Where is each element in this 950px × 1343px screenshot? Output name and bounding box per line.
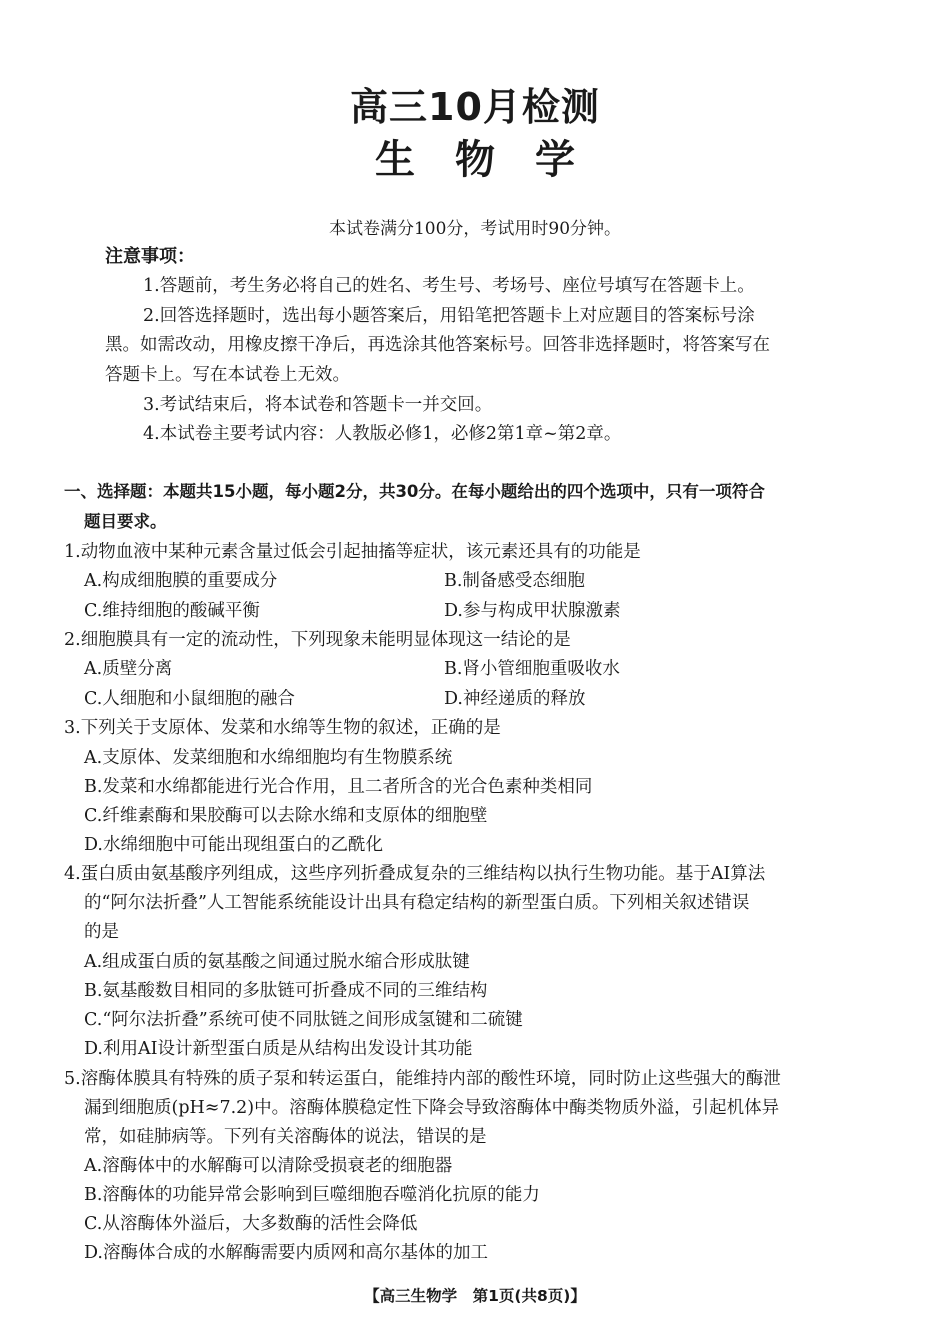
- question-5-stem-line-2: 漏到细胞质(pH≈7.2)中。溶酶体膜稳定性下降会导致溶酶体中酶类物质外溢，引起机体异: [84, 1098, 780, 1118]
- question-4-option-b: B.氨基酸数目相同的多肽链可折叠成不同的三维结构: [84, 981, 488, 1001]
- question-3-option-b: B.发菜和水绵都能进行光合作用，且二者所含的光合色素种类相同: [84, 777, 593, 797]
- question-2-option-c: C.人细胞和小鼠细胞的融合: [84, 689, 295, 709]
- notes-item-3: 3.考试结束后，将本试卷和答题卡一并交回。: [143, 395, 493, 415]
- question-4-option-c: C.“阿尔法折叠”系统可使不同肽链之间形成氢键和二硫键: [84, 1010, 523, 1030]
- question-2-option-a: A.质壁分离: [84, 659, 173, 679]
- question-5-stem-line-3: 常，如硅肺病等。下列有关溶酶体的说法，错误的是: [84, 1127, 487, 1147]
- question-1-option-c: C.维持细胞的酸碱平衡: [84, 601, 260, 621]
- question-5-option-c: C.从溶酶体外溢后，大多数酶的活性会降低: [84, 1214, 418, 1234]
- question-4-stem-line-3: 的是: [84, 922, 119, 942]
- question-5-option-d: D.溶酶体合成的水解酶需要内质网和高尔基体的加工: [84, 1243, 488, 1263]
- question-1-option-b: B.制备感受态细胞: [444, 571, 585, 591]
- question-5-stem-line-1: 5.溶酶体膜具有特殊的质子泵和转运蛋白，能维持内部的酸性环境，同时防止这些强大的酶泄: [64, 1069, 781, 1089]
- question-4-option-a: A.组成蛋白质的氨基酸之间通过脱水缩合形成肽键: [84, 952, 470, 972]
- question-3-option-c: C.纤维素酶和果胶酶可以去除水绵和支原体的细胞壁: [84, 806, 488, 826]
- question-3-option-a: A.支原体、发菜细胞和水绵细胞均有生物膜系统: [84, 748, 453, 768]
- question-1-stem: 1.动物血液中某种元素含量过低会引起抽搐等症状，该元素还具有的功能是: [64, 542, 641, 562]
- question-4-stem-line-1: 4.蛋白质由氨基酸序列组成，这些序列折叠成复杂的三维结构以执行生物功能。基于AI算法: [64, 864, 766, 884]
- notes-heading: 注意事项：: [105, 246, 195, 267]
- notes-item-2-cont: 黑。如需改动，用橡皮擦干净后，再选涂其他答案标号。回答非选择题时，将答案写在: [105, 335, 770, 355]
- question-4-option-d: D.利用AI设计新型蛋白质是从结构出发设计其功能: [84, 1039, 473, 1059]
- question-1-option-a: A.构成细胞膜的重要成分: [84, 571, 278, 591]
- subject-title: 生物学: [375, 137, 615, 183]
- question-5-option-a: A.溶酶体中的水解酶可以清除受损衰老的细胞器: [84, 1156, 453, 1176]
- section-heading: 一、选择题：本题共15小题，每小题2分，共30分。在每小题给出的四个选项中，只有一项符合: [64, 482, 765, 501]
- question-5-option-b: B.溶酶体的功能异常会影响到巨噬细胞吞噬消化抗原的能力: [84, 1185, 540, 1205]
- question-2-option-d: D.神经递质的释放: [444, 689, 586, 709]
- question-1-option-d: D.参与构成甲状腺激素: [444, 601, 621, 621]
- page-footer: 【高三生物学 第1页(共8页)】: [364, 1287, 586, 1305]
- exam-intro: 本试卷满分100分，考试用时90分钟。: [328, 219, 622, 239]
- question-3-option-d: D.水绵细胞中可能出现组蛋白的乙酰化: [84, 835, 383, 855]
- question-2-option-b: B.肾小管细胞重吸收水: [444, 659, 620, 679]
- question-3-stem: 3.下列关于支原体、发菜和水绵等生物的叙述，正确的是: [64, 718, 501, 738]
- exam-title: 高三10月检测: [350, 85, 600, 129]
- notes-item-1: 1.答题前，考生务必将自己的姓名、考生号、考场号、座位号填写在答题卡上。: [143, 276, 755, 296]
- notes-item-4: 4.本试卷主要考试内容：人教版必修1，必修2第1章~第2章。: [143, 424, 622, 444]
- question-2-stem: 2.细胞膜具有一定的流动性，下列现象未能明显体现这一结论的是: [64, 630, 571, 650]
- section-heading-cont: 题目要求。: [84, 512, 167, 531]
- notes-item-2-end: 答题卡上。写在本试卷上无效。: [105, 365, 350, 385]
- question-4-stem-line-2: 的“阿尔法折叠”人工智能系统能设计出具有稳定结构的新型蛋白质。下列相关叙述错误: [84, 893, 750, 913]
- notes-item-2: 2.回答选择题时，选出每小题答案后，用铅笔把答题卡上对应题目的答案标号涂: [143, 306, 755, 326]
